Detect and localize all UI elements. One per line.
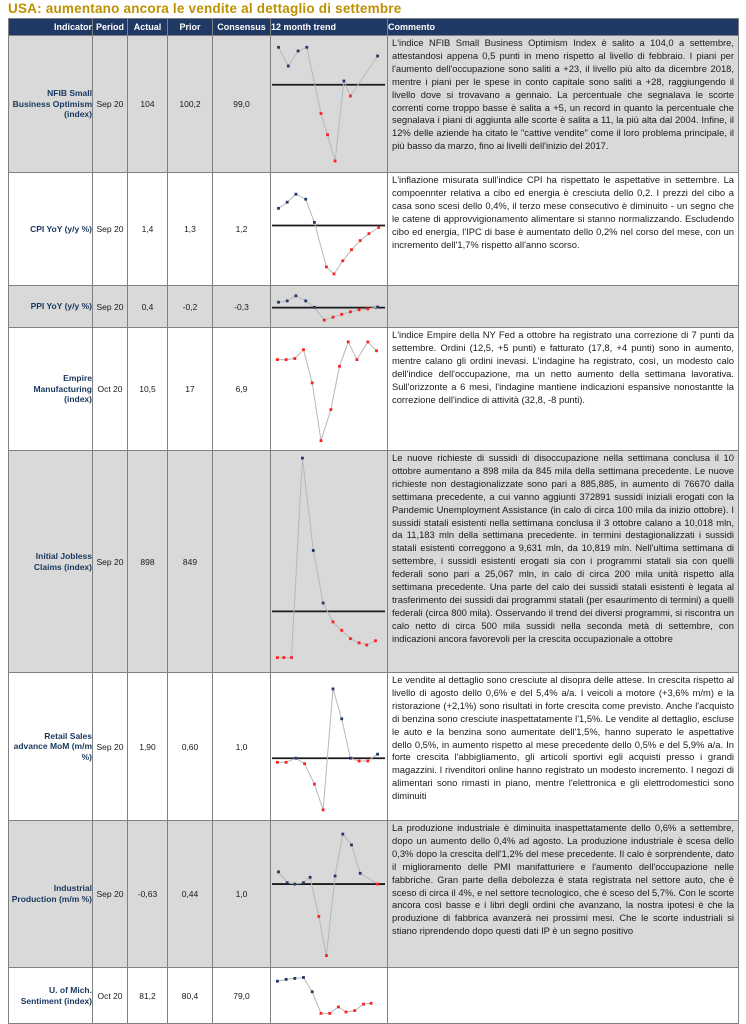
sparkline-chart <box>271 173 386 284</box>
indicator-name: CPI YoY (y/y %) <box>9 173 93 286</box>
sparkline-dot-red <box>320 1012 323 1015</box>
indicator-name: PPI YoY (y/y %) <box>9 286 93 328</box>
sparkline-dot-red <box>322 809 325 812</box>
sparkline-chart <box>271 286 386 326</box>
sparkline-dot-red <box>375 349 378 352</box>
sparkline-dot-red <box>290 656 293 659</box>
sparkline-dot-navy <box>302 976 305 979</box>
sparkline-dot-red <box>293 357 296 360</box>
sparkline-dot-red <box>356 358 359 361</box>
col-header-comment: Commento <box>388 19 739 36</box>
sparkline-dot-navy <box>295 757 298 760</box>
consensus-value: 99,0 <box>213 36 271 173</box>
sparkline-dot-red <box>349 95 352 98</box>
actual-value: 1,4 <box>128 173 168 286</box>
sparkline-dot-navy <box>349 757 352 760</box>
sparkline-dot-navy <box>277 871 280 874</box>
sparkline-dot-red <box>347 341 350 344</box>
sparkline-dot-red <box>338 365 341 368</box>
sparkline-dot-red <box>283 656 286 659</box>
sparkline-dot-red <box>366 341 369 344</box>
sparkline-dot-red <box>350 248 353 251</box>
table-row-umich-sentiment <box>9 968 739 1024</box>
comment-cell: L'indice Empire della NY Fed a ottobre ha registrato una correzione di 7 punti da settembre. Ordini (12,5, +5 punti) e fatturato (17,8, +4 punti) sono in aumento, mentre calano gli ordini inevasi. L'indagine ha registrato, così, un modesto calo dell'indice dell'occupazione, ma un netto aumento della settimana lavorativa. Sull'orizzonte a 6 mesi, l'indagine mantiene indicazioni espansive nonostantte la correzione dell'indice di attività (32,8, -8 punti). <box>388 328 739 451</box>
table-row-jobless-claims <box>9 451 739 673</box>
sparkline-dot-red <box>345 1011 348 1014</box>
sparkline-dot-red <box>320 439 323 442</box>
sparkline-dot-red <box>377 226 380 229</box>
sparkline-dot-red <box>376 883 379 886</box>
table-row-ppi <box>9 286 739 328</box>
trend-sparkline <box>271 36 388 173</box>
sparkline-dot-navy <box>322 602 325 605</box>
prior-value: 1,3 <box>168 173 213 286</box>
sparkline-line <box>277 342 376 441</box>
actual-value: -0,63 <box>128 821 168 968</box>
sparkline-dot-red <box>317 915 320 918</box>
sparkline-dot-navy <box>285 978 288 981</box>
sparkline-dot-red <box>353 1009 356 1012</box>
sparkline-dot-red <box>333 273 336 276</box>
sparkline-dot-red <box>362 1003 365 1006</box>
sparkline-line <box>277 458 375 657</box>
sparkline-dot-red <box>349 310 352 313</box>
sparkline-dot-red <box>302 348 305 351</box>
sparkline-dot-red <box>370 1002 373 1005</box>
consensus-value: 79,0 <box>213 968 271 1024</box>
indicator-name: Initial Jobless Claims (index) <box>9 451 93 673</box>
sparkline-dot-navy <box>277 46 280 49</box>
sparkline-chart <box>271 451 386 671</box>
sparkline-line <box>279 47 378 161</box>
period-value: Sep 20 <box>93 451 128 673</box>
sparkline-dot-navy <box>287 65 290 68</box>
sparkline-dot-navy <box>302 881 305 884</box>
trend-sparkline <box>271 968 388 1024</box>
period-value: Sep 20 <box>93 173 128 286</box>
prior-value: 0,44 <box>168 821 213 968</box>
sparkline-dot-navy <box>276 980 279 983</box>
col-header-consensus: Consensus <box>213 19 271 36</box>
sparkline-dot-red <box>311 382 314 385</box>
sparkline-dot-navy <box>304 198 307 201</box>
sparkline-dot-navy <box>305 46 308 49</box>
col-header-actual: Actual <box>128 19 168 36</box>
trend-sparkline <box>271 286 388 328</box>
sparkline-dot-red <box>329 408 332 411</box>
sparkline-chart <box>271 968 386 1022</box>
actual-value: 898 <box>128 451 168 673</box>
consensus-value: 1,0 <box>213 821 271 968</box>
sparkline-dot-navy <box>350 844 353 847</box>
indicator-name: U. of Mich. Sentiment (index) <box>9 968 93 1024</box>
sparkline-dot-red <box>340 629 343 632</box>
prior-value: 80,4 <box>168 968 213 1024</box>
table-row-retail-sales <box>9 673 739 821</box>
sparkline-dot-red <box>341 259 344 262</box>
comment-cell: La produzione industriale è diminuita inaspettatamente dello 0,6% a settembre, dopo un aumento dello 0,4% ad agosto. La produzione industriale è scesa dello 0,3% dopo la crescita dell'1,2% del mese precedente. Il calo è sorprendente, dato il miglioramento delle PMI manifatturiere e l'aumento dell'occupazione nelle fabbriche. Gran parte della debolezza è stata registrata nel settore auto, che è sceso di circa il 4%, e nel settore tecnologico, che è sceso del 5,7%. Con le scorte ancora così basse e i libri degli ordini che avanzano, la nostra ipotesi è che la produzione di fabbrica avanzerà nei prossimi mesi. Che le scorte industriali si stiano riprendendo dopo questi dati IP è un segno positivo <box>388 821 739 968</box>
indicator-name: NFIB Small Business Optimism (index) <box>9 36 93 173</box>
sparkline-dot-red <box>365 644 368 647</box>
consensus-value: 1,2 <box>213 173 271 286</box>
table-row-industrial-production <box>9 821 739 968</box>
sparkline-dot-navy <box>311 990 314 993</box>
sparkline-dot-red <box>276 358 279 361</box>
table-row-cpi <box>9 173 739 286</box>
sparkline-dot-navy <box>376 55 379 58</box>
sparkline-line <box>279 834 378 956</box>
trend-sparkline <box>271 173 388 286</box>
sparkline-dot-red <box>285 358 288 361</box>
period-value: Oct 20 <box>93 328 128 451</box>
sparkline-dot-red <box>285 761 288 764</box>
sparkline-dot-navy <box>304 300 307 303</box>
prior-value: 0,60 <box>168 673 213 821</box>
sparkline-dot-red <box>349 637 352 640</box>
actual-value: 0,4 <box>128 286 168 328</box>
sparkline-dot-navy <box>301 457 304 460</box>
consensus-value: 1,0 <box>213 673 271 821</box>
prior-value: 849 <box>168 451 213 673</box>
table-row-empire <box>9 328 739 451</box>
sparkline-dot-navy <box>297 50 300 53</box>
sparkline-dot-red <box>366 308 369 311</box>
sparkline-dot-navy <box>341 833 344 836</box>
sparkline-dot-navy <box>343 80 346 83</box>
actual-value: 104 <box>128 36 168 173</box>
sparkline-dot-navy <box>286 300 289 303</box>
sparkline-dot-navy <box>312 549 315 552</box>
sparkline-dot-red <box>358 642 361 645</box>
sparkline-dot-navy <box>277 207 280 210</box>
col-header-trend: 12 month trend <box>271 19 388 36</box>
period-value: Sep 20 <box>93 286 128 328</box>
indicator-name: Industrial Production (m/m %) <box>9 821 93 968</box>
sparkline-chart <box>271 673 386 819</box>
sparkline-dot-red <box>358 760 361 763</box>
sparkline-dot-navy <box>286 201 289 204</box>
sparkline-dot-red <box>323 319 326 322</box>
table-row-nfib <box>9 36 739 173</box>
period-value: Sep 20 <box>93 673 128 821</box>
comment-cell <box>388 286 739 328</box>
prior-value: 100,2 <box>168 36 213 173</box>
sparkline-dot-red <box>276 761 279 764</box>
sparkline-dot-red <box>374 639 377 642</box>
sparkline-dot-red <box>337 1006 340 1009</box>
sparkline-dot-navy <box>332 688 335 691</box>
sparkline-line <box>277 689 377 810</box>
sparkline-dot-navy <box>313 221 316 224</box>
sparkline-dot-navy <box>376 753 379 756</box>
sparkline-dot-navy <box>286 881 289 884</box>
sparkline-dot-red <box>313 783 316 786</box>
sparkline-dot-navy <box>359 872 362 875</box>
prior-value: 17 <box>168 328 213 451</box>
trend-sparkline <box>271 821 388 968</box>
sparkline-chart <box>271 821 386 966</box>
trend-sparkline <box>271 328 388 451</box>
consensus-value: 6,9 <box>213 328 271 451</box>
sparkline-dot-red <box>332 621 335 624</box>
indicator-name: Retail Sales advance MoM (m/m %) <box>9 673 93 821</box>
sparkline-dot-navy <box>277 301 280 304</box>
page-title: USA: aumentano ancora le vendite al dettaglio di settembre <box>8 1 402 16</box>
col-header-prior: Prior <box>168 19 213 36</box>
sparkline-dot-red <box>359 239 362 242</box>
sparkline-dot-red <box>276 656 279 659</box>
sparkline-dot-red <box>332 316 335 319</box>
period-value: Sep 20 <box>93 821 128 968</box>
prior-value: -0,2 <box>168 286 213 328</box>
sparkline-dot-red <box>325 954 328 957</box>
sparkline-line <box>279 194 379 274</box>
sparkline-dot-red <box>320 112 323 115</box>
period-value: Sep 20 <box>93 36 128 173</box>
sparkline-dot-navy <box>293 883 296 886</box>
sparkline-dot-red <box>358 308 361 311</box>
consensus-value <box>213 451 271 673</box>
comment-cell: L'indice NFIB Small Business Optimism Index è salito a 104,0 a settembre, attestandosi appena 0,5 punti in meno rispetto al livello di febbraio. I piani per l'aumento dell'occupazione sono saliti a +23, il livello più alto da dicembre 2018, mentre i piani per le spese in conto capitale sono saliti a +28, raggiungendo il livello dove si trovavano a gennaio. La percentuale che segnalava le scorte correnti come troppo basse è salita a +5, un record in quanto la percentuale che segnalava i piani di aggiunta alle scorte è salita a 11, la più alta dal 2004. Infine, il 12% delle aziende ha citato le "cattive vendite" come il loro problema principale, il più basso da marzo, fino ai livelli dell'inizio del 2017. <box>388 36 739 173</box>
sparkline-dot-navy <box>334 875 337 878</box>
sparkline-dot-navy <box>295 294 298 297</box>
sparkline-dot-red <box>366 760 369 763</box>
sparkline-dot-red <box>328 1012 331 1015</box>
sparkline-chart <box>271 328 386 449</box>
comment-cell <box>388 968 739 1024</box>
sparkline-dot-navy <box>293 977 296 980</box>
sparkline-dot-navy <box>376 306 379 309</box>
sparkline-dot-red <box>340 313 343 316</box>
indicator-name: Empire Manufacturing (index) <box>9 328 93 451</box>
trend-sparkline <box>271 673 388 821</box>
sparkline-dot-red <box>325 266 328 269</box>
sparkline-chart <box>271 36 386 171</box>
sparkline-dot-red <box>326 133 329 136</box>
sparkline-dot-red <box>303 762 306 765</box>
sparkline-line <box>277 978 371 1014</box>
actual-value: 81,2 <box>128 968 168 1024</box>
consensus-value: -0,3 <box>213 286 271 328</box>
period-value: Oct 20 <box>93 968 128 1024</box>
sparkline-dot-navy <box>313 306 316 309</box>
col-header-indicator: Indicator <box>9 19 93 36</box>
comment-cell: L'inflazione misurata sull'indice CPI ha rispettato le aspettative in settembre. La compoennter relativa a cibo ed energia è cresciuta dello 0,2. I prezzi del cibo a casa sono scesi dello 0,4%, il terzo mese consecutivo è diminuito - un segno che le catene di approvvigionamento alimentare si stanno normalizzando. Escludendo cibo ed energia, l'IPC di base è aumentato dello 0,2% nel corso del mese, con un incremento dell'1,7% rispetto all'anno scorso. <box>388 173 739 286</box>
sparkline-dot-red <box>334 160 337 163</box>
table-header-row <box>9 19 739 36</box>
comment-cell: Le nuove richieste di sussidi di disoccupazione nella settimana conclusa il 10 ottobre aumentano a 898 mila da 845 mila della settimana precedente. Le nuove richieste non destagionalizzate sono pari a 885,885, in aumento di 76670 dalla settimana precedente, a cui vanno aggiunti 372891 sussidi iniziali erogati con la Pandemic Unemployment Assistance (in calo di circa 100 mila da inizio ottobre). I sussidi statali esistenti nella settimana conclusa il 3 ottobre calano a 10,018 mln, da 11,183 mln della settimana precedente. in termini destagionalizzati i sussidi statali esistenti correggono a 9,631 mln, da 10,819 mln. Nell'ultima settimana di settembre, i sussidi esistenti erogati sia con i programmi statali sia con quelli federali sono pari a 25,067 mln, in calo di circa 200 mila unità rispetto alla settimana precedente. Una parte del calo dei sussidi statali esistenti è legata al trasferimento dei sussidi dai programmi statali (per esaurimento di termini) a quelli federali (circa 800 mila). Osservando il trend dei diversi programmi, si riscontra un calo netto di circa 500 mila sussidi nella seconda metà di settembre, con indicazioni ancora favorevoli per la crescita occupazionale a ottobre <box>388 451 739 673</box>
sparkline-dot-red <box>368 232 371 235</box>
comment-cell: Le vendite al dettaglio sono cresciute al disopra delle attese. In crescita rispetto al livello di agosto dello 0,6% e del 5,4% a/a. I veicoli a motore (+3,6% m/m) e la ristorazione (+2,1%) sono risultati in forte crescita come previsto. Anche l'acquisto di benzina sono cresciute inaspettatamente l'1,5%. Le vendite al dettaglio, escluse le auto e la benzina sono aumentate dell'1,5%, hanno superato le aspettative dello 0,5%, in aumento rispetto al mese precedente dello 0,5% e del 5,9% a/a. In forte crescita l'abbigliamento, gli articoli sportivi egli acquisti presso i grandi magazzini. I rivenditori online hanno registrato un modesto incremento. I negozi di alimentari sono rimasti in piano, mentre l'elettronica e gli elettrodomestici sono diminuiti <box>388 673 739 821</box>
actual-value: 10,5 <box>128 328 168 451</box>
col-header-period: Period <box>93 19 128 36</box>
sparkline-dot-navy <box>295 193 298 196</box>
sparkline-dot-navy <box>340 717 343 720</box>
sparkline-dot-navy <box>309 876 312 879</box>
indicators-table <box>8 18 739 1024</box>
trend-sparkline <box>271 451 388 673</box>
actual-value: 1,90 <box>128 673 168 821</box>
